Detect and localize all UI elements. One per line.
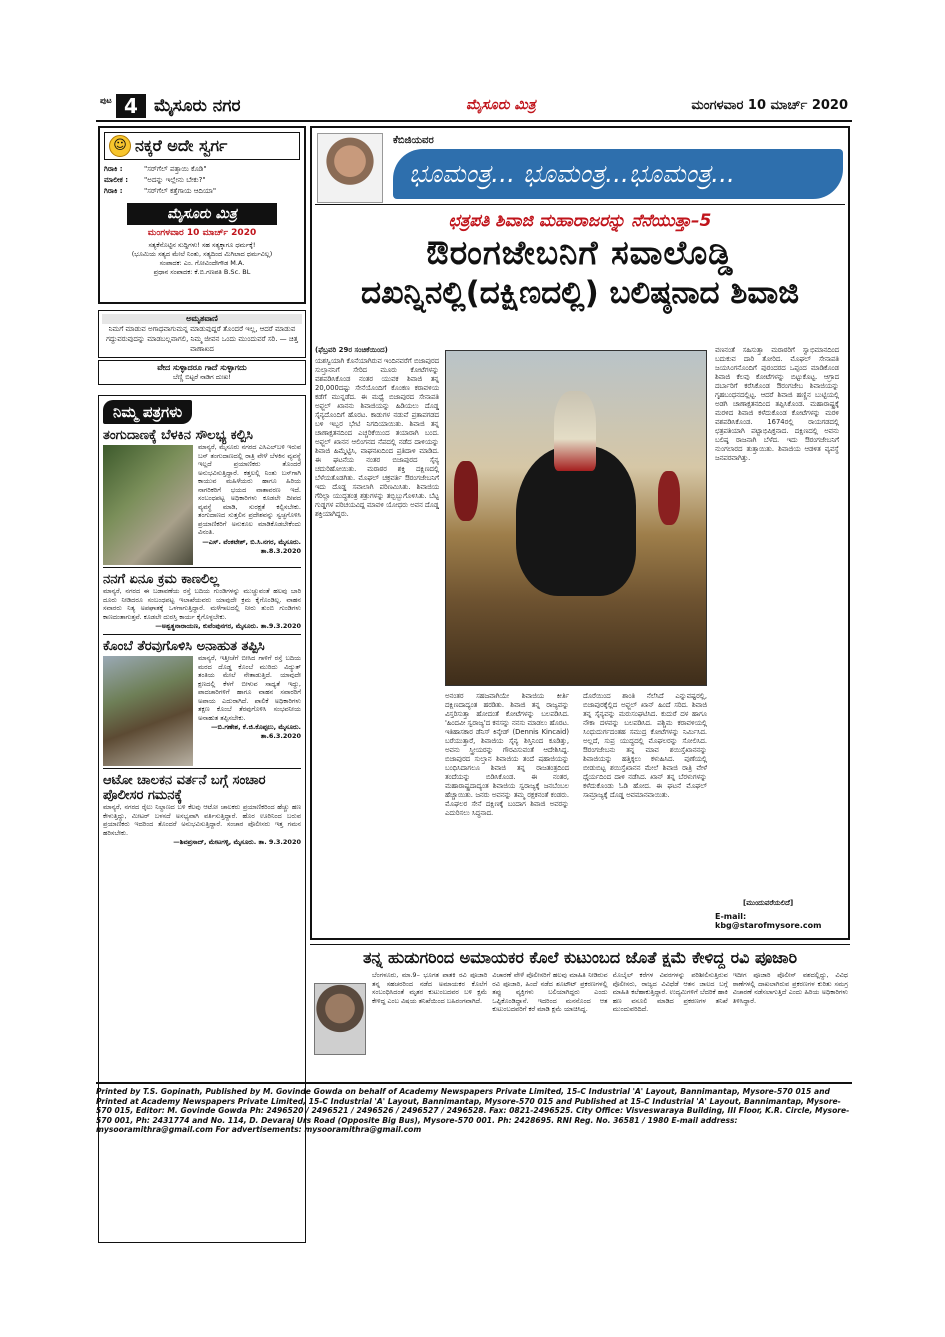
mini-masthead: ಮೈಸೂರು ಮಿತ್ರ — [127, 203, 277, 225]
headline-line-1: ಔರಂಗಜೇಬನಿಗೆ ಸವಾಲೊಡ್ಡಿ — [426, 233, 734, 272]
article-col-3 — [583, 692, 707, 926]
author-name: ಕೆಬಿಜಿಯವರ — [393, 135, 434, 146]
joke-text: "ಸರ್‌ಗೆಲ್ ಕತ್ತೆಗಾಯ ಆದಿಯಾ" — [144, 187, 217, 195]
author-photo — [317, 133, 383, 203]
proverb-text: ಬೆಣ್ಣಿ ಬಿಟ್ಟರೆ ನಾಡಿಗ ದುಃಖ! — [173, 373, 231, 381]
story-column: ಬೆಂಗಳೂರು, ಮಾ.9– ಭೂಗತ ಪಾತಕಿ ರವಿ ಪೂಜಾರಿ ತನ್ನ ಸಹಚರರಿಂದ ನಡೆದ ಅಮಾಯಕರ ಕೊಲೆಗೆ ಸಂಬಂಧಿಸಿದಂತೆ ಮೃತರ ಕುಟುಂಬದವರ ಬಳಿ ಕ್ಷಮೆ ಕೇಳಿದ್ದ ಎಂಬ ವಿಷಯ ತನಿಖೆಯಿಂದ ಬಹಿರಂಗವಾಗಿದೆ. — [372, 971, 488, 1005]
article-col-2-text: ಅನಂತರ ಸಹಜವಾಗಿಯೇ ಶಿವಾಜಿಯ ಕೀರ್ತಿ ದಕ್ಷಿಣದಾದ್ಯಂತ ಹರಡಿತು. ಶಿವಾಜಿ ತನ್ನ ರಾಜ್ಯವನ್ನು ವಿಸ್ತರಿಸುತ್ತಾ ಹೋದಂತೆ ಕೋಟೆಗಳನ್ನು ಬಲಪಡಿಸಿದ. 'ಹಿಂದವೀ ಸ್ವರಾಜ್ಯ'ದ ಕನಸನ್ನು ನನಸು ಮಾಡಲು ಹೊರಟ. ಇತಿಹಾಸಕಾರ ಡೆನಿಸ್ ಕಿನ್ಕೇಡ್ (Dennis Kincaid) ಬರೆಯುತ್ತಾರೆ, ಶಿವಾಜಿಯ ಸೈನ್ಯ ಶಿಸ್ತಿನಿಂದ ಕೂಡಿತ್ತು, ಅವನು ಸ್ತ್ರೀಯರನ್ನು ಗೌರವಿಸುವಂತೆ ಆದೇಶಿಸಿದ್ದ. ಬಿಜಾಪುರದ ಸುಲ್ತಾನ ಶಿವಾಜಿಯ ತಂದೆ ಷಹಾಜಿಯನ್ನು ಬಂಧಿಸಿದಾಗಲೂ ಶಿವಾಜಿ ತನ್ನ ರಾಜತಂತ್ರದಿಂದ ತಂದೆಯನ್ನು ಬಿಡಿಸಿಕೊಂಡ. ಈ ನಂತರ, ಮಹಾರಾಷ್ಟ್ರದಾದ್ಯಂತ ಶಿವಾಜಿಯ ಸ್ವರಾಜ್ಯಕ್ಕೆ ಜನಬೆಂಬಲ ಹೆಚ್ಚಾಯಿತು. ಜನರು ಅವನನ್ನು ತಮ್ಮ ರಕ್ಷಕನಂತೆ ಕಂಡರು. ಮೊಘಲರ ಸೇನೆ ದಕ್ಷಿಣಕ್ಕೆ ಬಂದಾಗ ಶಿವಾಜಿ ಅವರನ್ನು ಎದುರಿಸಲು ಸಿದ್ಧನಾದ. — [445, 692, 569, 817]
joke-line — [104, 186, 300, 197]
letter-signature: —ಅಶ್ವತ್ಥನಾರಾಯಣ, ಕುವೆಂಪುನಗರ, ಮೈಸೂರು. ತಾ.9.3.2020 — [155, 622, 301, 630]
letter-signature: —ಬಿ.ಗಣೇಶ, ಕೆ.ಜಿ.ಕೊಪ್ಪಲು, ಮೈಸೂರು. ತಾ.6.3.2020 — [211, 723, 301, 740]
joke-dialogue — [104, 164, 300, 197]
section-title: ಮೈಸೂರು ನಗರ — [154, 96, 241, 116]
letter-body: ಮಾನ್ಯರೆ, ನಗರದ ಈ ಬಡಾವಣೆಯ ರಸ್ತೆ ಬದಿಯ ಗುಂಡಿಗಳನ್ನು ಮುಚ್ಚುವಂತೆ ಹಲವು ಬಾರಿ ದೂರು ನೀಡಿದರೂ ಸಂಬಂಧಪಟ್ಟ ಇಲಾಖೆಯವರು ಯಾವುದೇ ಕ್ರಮ ಕೈಗೊಂಡಿಲ್ಲ. ವಾಹನ ಸವಾರರು ನಿತ್ಯ ಅಪಘಾತಕ್ಕೆ ಒಳಗಾಗುತ್ತಿದ್ದಾರೆ. ಮಳೆಗಾಲದಲ್ಲಿ ನೀರು ತುಂಬಿ ಗುಂಡಿಗಳು ಕಾಣದಂತಾಗುತ್ತವೆ. ಕೂಡಲೇ ದುರಸ್ತಿ ಕಾರ್ಯ ಕೈಗೊಳ್ಳಬೇಕು. — [103, 587, 301, 621]
letter-divider — [103, 768, 301, 769]
author-email[interactable]: E-mail: kbg@starofmysore.com — [715, 912, 822, 930]
joke-text: "ಸರ್‌ಗೆಲ್ ಪತ್ತಾಯಿ ಕೊಡಿ" — [144, 165, 207, 173]
publisher-line: ಪ್ರಧಾನ ಸಂಪಾದಕ: ಕೆ.ಬಿ.ಗಣಪತಿ B.Sc. BL — [153, 268, 251, 276]
letter-headline: ನನಗೆ ಏನೂ ಕ್ರಮ ಕಾಣಲಿಲ್ಲ — [103, 572, 220, 587]
nakkare-title-text: ನಕ್ಕರೆ ಅದೇ ಸ್ವರ್ಗ — [135, 136, 228, 155]
page-label: ಪುಟ — [100, 96, 112, 105]
nakkare-title — [104, 132, 300, 160]
amrutavani-title: ಅಮೃತವಾಣಿ — [102, 314, 302, 324]
laughing-emoji-icon: ☺ — [109, 135, 131, 157]
letter-signature: —ಎಸ್. ವೆಂಕಟೇಶ್, ಬಿ.ಸಿ.ನಗರ, ಮೈಸೂರು. ತಾ.8.3.2020 — [202, 537, 301, 555]
article-col-2 — [445, 692, 569, 926]
page-number: 4 — [116, 94, 146, 118]
article-col-3-text: ದೊರೆಯಿಂದ ಶಾಂತಿ ನೆಲೆಸಿದೆ ಎನ್ನುವಷ್ಟರಲ್ಲಿ, ಬಿಜಾಪುರಕ್ಕೆಲ್ಲಿದ ಅಫ್ಜಲ್ ಖಾನ್ ಹಿಂದೆ ಸರಿದ. ಶಿವಾಜಿ ತನ್ನ ಸೈನ್ಯವನ್ನು ಮರುಸಂಘಟಿಸಿದ. ಕುದುರೆ ದಳ ಹಾಗೂ ನೌಕಾ ದಳವನ್ನು ಬಲಪಡಿಸಿದ. ಪಶ್ಚಿಮ ಕರಾವಳಿಯಲ್ಲಿ ಸಿಂಧುದುರ್ಗದಂತಹ ಸಮುದ್ರ ಕೋಟೆಗಳನ್ನು ನಿರ್ಮಿಸಿದ. ಅಲ್ಲದೆ, ಸುಪ್ರ ಯುದ್ಧದಲ್ಲಿ ಮೊಘಲರನ್ನು ಸೋಲಿಸಿದ. ಔರಂಗಜೇಬನು ತನ್ನ ಮಾವ ಶಯಿಸ್ತೆಖಾನನನ್ನು ಶಿವಾಜಿಯನ್ನು ಹತ್ತಿಕ್ಕಲು ಕಳುಹಿಸಿದ. ಪುಣೆಯಲ್ಲಿ ಬೀಡುಬಿಟ್ಟ ಶಯಿಸ್ತೆಖಾನನ ಮೇಲೆ ಶಿವಾಜಿ ರಾತ್ರಿ ವೇಳೆ ಧೈರ್ಯದಿಂದ ದಾಳಿ ನಡೆಸಿದ. ಖಾನ್ ತನ್ನ ಬೆರಳುಗಳನ್ನು ಕಳೆದುಕೊಂಡು ಓಡಿ ಹೋದ. ಈ ಘಟನೆ ಮೊಘಲ್ ಸಾಮ್ರಾಜ್ಯಕ್ಕೆ ದೊಡ್ಡ ಅವಮಾನವಾಯಿತು. — [583, 692, 707, 799]
to-be-continued: [ಮುಂದುವರೆಯಲಿದೆ] — [743, 899, 794, 907]
amrutavani-box — [98, 310, 306, 358]
article-col-4 — [715, 346, 839, 891]
mini-masthead-info — [104, 241, 300, 277]
left-column — [98, 126, 306, 1243]
letter-photo — [103, 656, 193, 766]
masthead-logo: ಮೈಸೂರು ಮಿತ್ರ — [466, 97, 536, 113]
joke-speaker: ಗಿರಾಕಿ : — [104, 165, 123, 173]
print-imprint: Printed by T.S. Gopinath, Published by M. Govinde Gowda on behalf of Academy Newspapers Private Limited, 15-C Industrial 'A' Layout, Bannimantap, Mysore-570 015 and Printed at Academy Newspapers Private Limited, 15-C Industrial 'A' Layout, Bannimantap, Mysore-570 015 and Published at 15-C Industrial 'A' Layout, Bannimantap, Mysore-570 015, Editor: M. Govinde Gowda Ph: 2496520 / 2496521 / 2496526 / 2496527 / 2496528. Fax: 0821-2496525. City Office: Visveswaraya Building, III Floor, K.R. Circle, Mysore-570 001, Ph: 2431774 and No. 114, D. Devaraj Urs Road (Opposite Big Bus), Mysore-570 001. Ph: 2428695. RNI Reg. No. 36581 / 1980 E-mail address: mysooramithra@gmail.com For advertisements: mysooramithra@gmail.com — [96, 1082, 852, 1135]
joke-speaker: ಗಿರಾಕಿ : — [104, 187, 123, 195]
letter-headline: ತಂಗುದಾಣಕ್ಕೆ ಬೆಳಕಿನ ಸೌಲಭ್ಯ ಕಲ್ಪಿಸಿ — [103, 428, 253, 443]
story-column: ವಿಚಾರಣೆ ವೇಳೆ ಪೊಲೀಸರಿಗೆ ಹಲವು ಮಾಹಿತಿ ನೀಡಿರುವ ರವಿ ಪೂಜಾರಿ, ಹಿಂದೆ ನಡೆದ ಶೂಟೌಟ್ ಪ್ರಕರಣಗಳಲ್ಲಿ ತಪ್ಪು ವ್ಯಕ್ತಿಗಳು ಬಲಿಯಾಗಿದ್ದರು ಎಂದು ಒಪ್ಪಿಕೊಂಡಿದ್ದಾನೆ. ಇದರಿಂದ ಮನನೊಂದ ಆತ ಕುಟುಂಬದವರಿಗೆ ಕರೆ ಮಾಡಿ ಕ್ಷಮೆ ಯಾಚಿಸಿದ್ದ. — [492, 971, 608, 1013]
column-title: ಭೂಮಂತ್ರ... ಭೂಮಂತ್ರ...ಭೂಮಂತ್ರ... — [393, 149, 843, 199]
proverb-title: ವೇದ ಸುಳ್ಳಾದರೂ ಗಾದೆ ಸುಳ್ಳಾಗದು — [157, 363, 247, 372]
letter-body: ಮಾನ್ಯರೆ, ನಗರದ ರೈಲು ನಿಲ್ದಾಣದ ಬಳಿ ಕೆಲವು ಆಟೋ ಚಾಲಕರು ಪ್ರಯಾಣಿಕರಿಂದ ಹೆಚ್ಚು ಹಣ ಕೇಳುತ್ತಿದ್ದು, ಮೀಟರ್ ಬಳಸದೆ ಅಸಭ್ಯವಾಗಿ ವರ್ತಿಸುತ್ತಿದ್ದಾರೆ. ಹೊರ ಊರಿನಿಂದ ಬರುವ ಪ್ರಯಾಣಿಕರು ಇದರಿಂದ ತೊಂದರೆ ಅನುಭವಿಸುತ್ತಿದ್ದಾರೆ. ಸಂಚಾರ ಪೊಲೀಸರು ಇತ್ತ ಗಮನ ಹರಿಸಬೇಕು. — [103, 803, 301, 837]
letter-photo — [103, 445, 193, 565]
letter-signature: —ಶಿವಪ್ರಸಾದ್, ಮೇಟಗಳ್ಳಿ, ಮೈಸೂರು. ತಾ. 9.3.2020 — [173, 838, 301, 846]
letter-divider — [103, 634, 301, 635]
nakkare-box — [98, 126, 306, 304]
ravi-pujari-photo — [314, 983, 366, 1055]
article-col-1 — [315, 346, 439, 926]
column-banner — [315, 131, 845, 205]
joke-text: "ಅದನ್ನು ಇಲ್ಲೇನು ಬೇಕು?" — [144, 176, 206, 184]
column-article — [310, 126, 850, 940]
letter-headline: ಆಟೋ ಚಾಲಕನ ವರ್ತನೆ ಬಗ್ಗೆ ಸಂಚಾರ ಪೊಲೀಸರ ಗಮನಕ್ಕೆ — [103, 773, 266, 803]
letters-badge: ನಿಮ್ಮ ಪತ್ರಗಳು — [103, 400, 192, 424]
issue-date: ಮಂಗಳವಾರ 10 ಮಾರ್ಚ್ 2020 — [691, 98, 848, 113]
story-headline: ತನ್ನ ಹುಡುಗರಿಂದ ಅಮಾಯಕರ ಕೊಲೆ ಕುಟುಂಬದ ಜೊತೆ ಕ್ಷಮೆ ಕೇಳಿದ್ದ ರವಿ ಪೂಜಾರಿ — [362, 948, 798, 967]
page-header — [96, 92, 852, 122]
letter-headline: ಕೊಂಬೆ ತೆರವುಗೊಳಿಸಿ ಅನಾಹುತ ತಪ್ಪಿಸಿ — [103, 639, 265, 654]
amrutavani-text: ನಿಮಗೆ ಮಾಡುವ ಅಗಾಧವಾಗುಮನ್ನ ಮಾಡುವುದ್ದರೆ ತೊಂದರೆ ಇಲ್ಲ, ಆದರೆ ಮಾಡುವ ಗದ್ದುವರುವುದನ್ನು ಮಾಡಬಲ್ಲವಾಗಲಿ, ನಿಮ್ಮ ಜೀವನ ಒಂದು ಮುಂದುವರೆ ಸರಿ. — ಚಿತ್ತ ವಾಣಾಖದ — [106, 325, 298, 353]
mini-masthead-date: ಮಂಗಳವಾರ 10 ಮಾರ್ಚ್ 2020 — [147, 228, 257, 238]
motto-1: ಸತ್ಯಕೆನೊಟ್ಟಿನ ಸುದ್ದಿಗಳು! ಸಹ ಸತ್ಯಕ್ಕಾಗೂ ಧರ್ಮಕ್ಕೆ! — [148, 241, 256, 249]
letters-list — [103, 428, 301, 847]
article-body — [315, 346, 845, 930]
joke-line — [104, 164, 300, 175]
letter-body: ಮಾನ್ಯರೆ, ಮೈಸೂರು ನಗರದ ಎಸಿಎಲ್‌ಬಳಿ ಇರುವ ಬಸ್ ತಂಗುದಾಣದಲ್ಲಿ ರಾತ್ರಿ ವೇಳೆ ಬೆಳಕಿನ ವ್ಯವಸ್ಥೆ ಇಲ್ಲದೆ ಪ್ರಯಾಣಿಕರು ತೊಂದರೆ ಅನುಭವಿಸುತ್ತಿದ್ದಾರೆ. ಕತ್ತಲಲ್ಲಿ ನಿಂತು ಬಸ್‌ಗಾಗಿ ಕಾಯುವ ಮಹಿಳೆಯರು ಹಾಗೂ ಹಿರಿಯ ನಾಗರಿಕರಿಗೆ ಭಯದ ವಾತಾವರಣ ಇದೆ. ಸಂಬಂಧಪಟ್ಟ ಅಧಿಕಾರಿಗಳು ಕೂಡಲೇ ದೀಪದ ವ್ಯವಸ್ಥೆ ಮಾಡಿ, ಸುರಕ್ಷತೆ ಕಲ್ಪಿಸಬೇಕು. ತಂಗುದಾಣದ ಸುತ್ತಲಿನ ಪ್ರದೇಶವನ್ನು ಸ್ವಚ್ಛಗೊಳಿಸಿ ಪ್ರಯಾಣಿಕರಿಗೆ ಅನುಕೂಲ ಮಾಡಿಕೊಡಬೇಕೆಂದು ವಿನಂತಿ. — [198, 443, 301, 536]
headline-line-2: ದಖನ್ನಿನಲ್ಲಿ(ದಕ್ಷಿಣದಲ್ಲಿ) ಬಲಿಷ್ಠನಾದ ಶಿವಾಜಿ — [360, 275, 800, 311]
proverb-box — [98, 360, 306, 385]
editor-line: ಸಂಪಾದಕ: ಎಂ. ಗೋವಿಂದೇಗೌಡ M.A. — [159, 259, 245, 267]
painting-figure-left — [454, 461, 478, 521]
letter-body: ಮಾನ್ಯರೆ, ಇತ್ತೀಚೆಗೆ ಬೀಸಿದ ಗಾಳಿಗೆ ರಸ್ತೆ ಬದಿಯ ಮರದ ದೊಡ್ಡ ಕೊಂಬೆ ಮುರಿದು ವಿದ್ಯುತ್ ತಂತಿಯ ಮೇಲೆ ನೇತಾಡುತ್ತಿದೆ. ಯಾವುದೇ ಕ್ಷಣದಲ್ಲಿ ಕೆಳಗೆ ಬೀಳುವ ಸಾಧ್ಯತೆ ಇದ್ದು, ಪಾದಚಾರಿಗಳಿಗೆ ಹಾಗೂ ವಾಹನ ಸವಾರರಿಗೆ ಅಪಾಯ ಎದುರಾಗಿದೆ. ಪಾಲಿಕೆ ಅಧಿಕಾರಿಗಳು ತಕ್ಷಣ ಕೊಂಬೆ ತೆರವುಗೊಳಿಸಿ ಸಂಭವನೀಯ ಅನಾಹುತ ತಪ್ಪಿಸಬೇಕು. — [198, 654, 301, 722]
motto-2: (ಭೂಮಿಯ ಸತ್ಯದ ಮೇಲೆ ನಿಂತು, ಸತ್ಯದಿಂದ ಮಿಗಿಲಾದ ಧರ್ಮವಿಲ್ಲ) — [131, 250, 273, 258]
story-ravi-pujari — [310, 944, 850, 1086]
joke-speaker: ಮಾಲೀಕ : — [104, 176, 128, 184]
article-col-1-text: ಯಶಸ್ವಿಯಾಗಿ ಕೊನೆಯಾಗಿರುವ ಇಂದಿನವರೆಗೆ ಬಿಜಾಪುರದ ಸುಲ್ತಾನನಿಗೆ ಸೇರಿದ ಮೂರು ಕೋಟೆಗಳನ್ನು ವಶಪಡಿಸಿಕೊಂಡ ನಂತರ ಯುವಕ ಶಿವಾಜಿ ತನ್ನ 20,000ದಷ್ಟು ಸೇನೆಯೊಂದಿಗೆ ಕೊಂಕಣ ಕರಾವಳಿಯ ಕಡೆಗೆ ಮುನ್ನಡೆದ. ಈ ಮಧ್ಯೆ ಬಿಜಾಪುರದ ಸೇನಾಪತಿ ಅಫ್ಜಲ್ ಖಾನನು ಶಿವಾಜಿಯನ್ನು ಹಿಡಿಯಲು ದೊಡ್ಡ ಸೈನ್ಯದೊಂದಿಗೆ ಹೊರಟ. ಕಾಡುಗಳ ನಡುವೆ ಪ್ರತಾಪಗಡದ ಬಳಿ ಇಬ್ಬರ ಭೇಟಿ ನಿಗದಿಯಾಯಿತು. ಶಿವಾಜಿ ತನ್ನ ಚಾಣಾಕ್ಷತನದಿಂದ ಎಚ್ಚರಿಕೆಯಿಂದ ತಯಾರಾಗಿ ಬಂದ. ಅಫ್ಜಲ್ ಖಾನನ ಆಲಿಂಗನದ ನೆಪದಲ್ಲಿ ನಡೆದ ದಾಳಿಯನ್ನು ಶಿವಾಜಿ ಹಿಮ್ಮೆಟ್ಟಿಸಿ, ವಾಘನಖದಿಂದ ಪ್ರತಿದಾಳಿ ಮಾಡಿದ. ಈ ಘಟನೆಯ ನಂತರ ಬಿಜಾಪುರದ ಸೈನ್ಯ ಚದುರಿಹೋಯಿತು. ಮರಾಠರ ಶಕ್ತಿ ದಕ್ಷಿಣದಲ್ಲಿ ಬೆಳೆಯತೊಡಗಿತು. ಮೊಘಲ್ ಚಕ್ರವರ್ತಿ ಔರಂಗಜೇಬನಿಗೆ ಇದು ದೊಡ್ಡ ಸವಾಲಾಗಿ ಪರಿಣಮಿಸಿತು. ಶಿವಾಜಿಯ ಗೆರಿಲ್ಲಾ ಯುದ್ಧತಂತ್ರ ಶತ್ರುಗಳನ್ನು ತಬ್ಬಿಬ್ಬುಗೊಳಿಸಿತು. ಬೆಟ್ಟ ಗುಡ್ಡಗಳ ಪರಿಚಯವಿದ್ದ ಮಾವಳಿ ಯೋಧರು ಅವನ ದೊಡ್ಡ ಶಕ್ತಿಯಾಗಿದ್ದರು. — [315, 357, 439, 518]
painting-figure-right — [658, 471, 680, 525]
newspaper-page — [96, 92, 852, 1192]
joke-line — [104, 175, 300, 186]
story-column: ಇದೀಗ ಪೂಜಾರಿ ಪೊಲೀಸ್ ವಶದಲ್ಲಿದ್ದು, ವಿವಿಧ ಠಾಣೆಗಳಲ್ಲಿ ದಾಖಲಾಗಿರುವ ಪ್ರಕರಣಗಳ ಕುರಿತು ಸಮಗ್ರ ವಿಚಾರಣೆ ನಡೆಸಲಾಗುತ್ತಿದೆ ಎಂದು ಹಿರಿಯ ಅಧಿಕಾರಿಗಳು ತಿಳಿಸಿದ್ದಾರೆ. — [732, 971, 848, 1005]
shivaji-painting — [445, 350, 707, 686]
story-column: ಮೊಬೈಲ್ ಕರೆಗಳ ವಿವರಗಳನ್ನು ಪರಿಶೀಲಿಸುತ್ತಿರುವ ಪೊಲೀಸರು, ರಾಜ್ಯದ ವಿವಿಧೆಡೆ ಆತನ ಜಾಲದ ಬಗ್ಗೆ ಮಾಹಿತಿ ಕಲೆಹಾಕುತ್ತಿದ್ದಾರೆ. ಉದ್ಯಮಿಗಳಿಗೆ ಬೆದರಿಕೆ ಹಾಕಿ ಹಣ ವಸೂಲಿ ಮಾಡಿದ ಪ್ರಕರಣಗಳ ತನಿಖೆ ಮುಂದುವರಿದಿದೆ. — [612, 971, 728, 1013]
painting-rider — [554, 391, 596, 471]
article-col-4-text: ವಣನಂತೆ ಸಹಿಸುತ್ತಾ ಮರಾಠರಿಗೆ ಸ್ವಾಭಿಮಾನದಿಂದ ಬದುಕುವ ದಾರಿ ತೋರಿದ. ಮೊಘಲ್ ಸೇನಾಪತಿ ಜಯಸಿಂಗನೊಂದಿಗೆ ಪುರಂದರದ ಒಪ್ಪಂದ ಮಾಡಿಕೊಂಡ ಶಿವಾಜಿ ಕೆಲವು ಕೋಟೆಗಳನ್ನು ಬಿಟ್ಟುಕೊಟ್ಟ. ಆಗ್ರಾದ ದರ್ಬಾರಿಗೆ ಕರೆಸಿಕೊಂಡ ಔರಂಗಜೇಬ ಶಿವಾಜಿಯನ್ನು ಗೃಹಬಂಧನದಲ್ಲಿಟ್ಟ. ಆದರೆ ಶಿವಾಜಿ ಹಣ್ಣಿನ ಬುಟ್ಟಿಯಲ್ಲಿ ಅಡಗಿ ಚಾಣಾಕ್ಷತನದಿಂದ ತಪ್ಪಿಸಿಕೊಂಡ. ಮಹಾರಾಷ್ಟ್ರಕ್ಕೆ ಮರಳಿದ ಶಿವಾಜಿ ಕಳೆದುಕೊಂಡ ಕೋಟೆಗಳನ್ನು ಮರಳಿ ವಶಪಡಿಸಿಕೊಂಡ. 1674ರಲ್ಲಿ ರಾಯಗಡದಲ್ಲಿ ಛತ್ರಪತಿಯಾಗಿ ಪಟ್ಟಾಭಿಷಿಕ್ತನಾದ. ದಕ್ಷಿಣದಲ್ಲಿ ಅವನು ಬಲಿಷ್ಠ ರಾಜನಾಗಿ ಬೆಳೆದ. ಇದು ಔರಂಗಜೇಬನಿಗೆ ನುಂಗಲಾರದ ತುತ್ತಾಯಿತು. ಶಿವಾಜಿಯ ಆಡಳಿತ ವ್ಯವಸ್ಥೆ ಜನಪರವಾಗಿತ್ತು. — [715, 346, 839, 462]
article-kicker: ಛತ್ರಪತಿ ಶಿವಾಜಿ ಮಹಾರಾಜರನ್ನು ನೆನೆಯುತ್ತಾ–5 — [448, 211, 712, 231]
right-column — [310, 126, 850, 1086]
story-columns — [372, 971, 848, 1081]
continued-note: (ಫೆಬ್ರವರಿ 29ರ ಸಂಚಿಕೆಯಿಂದ) — [315, 346, 388, 354]
letter-divider — [103, 567, 301, 568]
